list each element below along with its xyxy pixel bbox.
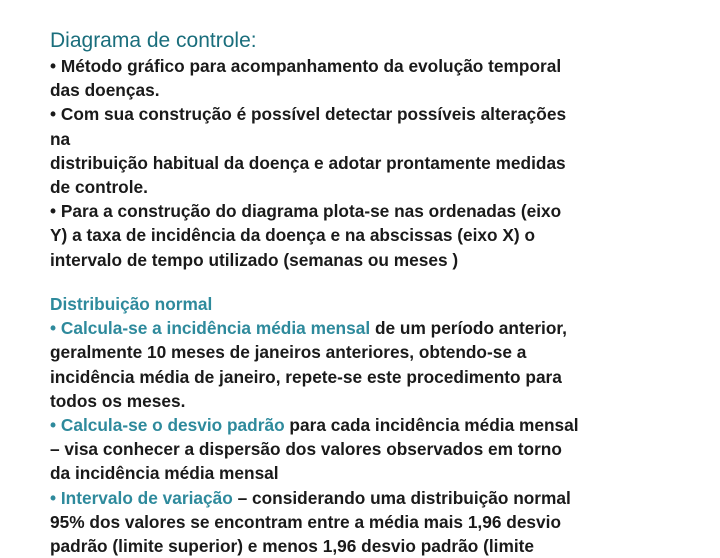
intro-text [50,54,690,272]
text-line: • Para a construção do diagrama plota-se nas ordenadas (eixo [50,201,562,222]
text-line: distribuição habitual da doença e adotar prontamente medidas [50,152,566,173]
text-line: na [50,128,71,149]
bullet-variation-interval [50,486,690,510]
text-line: incidência média de janeiro, repete-se este procedimento para [50,366,562,387]
text-line: • Com sua construção é possível detectar possíveis alterações [50,104,567,125]
bullet-rest: – considerando uma distribuição normal [232,487,571,508]
bullet-rest: de um período anterior, [370,318,567,339]
bullet-highlight: • Calcula-se a incidência média mensal [50,318,371,339]
bullet-rest: para cada incidência média mensal [284,415,579,436]
bullet-std-deviation [50,413,690,437]
text-line: das doenças. [50,80,160,101]
section-title: Distribuição normal [50,294,213,314]
text-line: intervalo de tempo utilizado (semanas ou meses ) [50,249,459,270]
text-line: de controle. [50,177,148,198]
text-line: 95% dos valores se encontram entre a média mais 1,96 desvio [50,511,562,532]
text-line: Y) a taxa de incidência da doença e na abscissas (eixo X) o [50,225,536,246]
text-line: padrão (limite superior) e menos 1,96 desvio padrão (limite [50,536,535,557]
text-line: geralmente 10 meses de janeiros anteriores, obtendo-se a [50,342,527,363]
normal-distribution-section [50,292,690,558]
text-line: da incidência média mensal [50,463,279,484]
bullet-highlight: • Intervalo de variação [50,487,233,508]
bullet-highlight: • Calcula-se o desvio padrão [50,415,285,436]
text-line: todos os meses. [50,390,186,411]
bullet-mean-incidence [50,316,690,340]
text-line: • Método gráfico para acompanhamento da evolução temporal [50,56,562,76]
slide-title: Diagrama de controle: [50,29,257,52]
text-line: – visa conhecer a dispersão dos valores observados em torno [50,439,562,460]
